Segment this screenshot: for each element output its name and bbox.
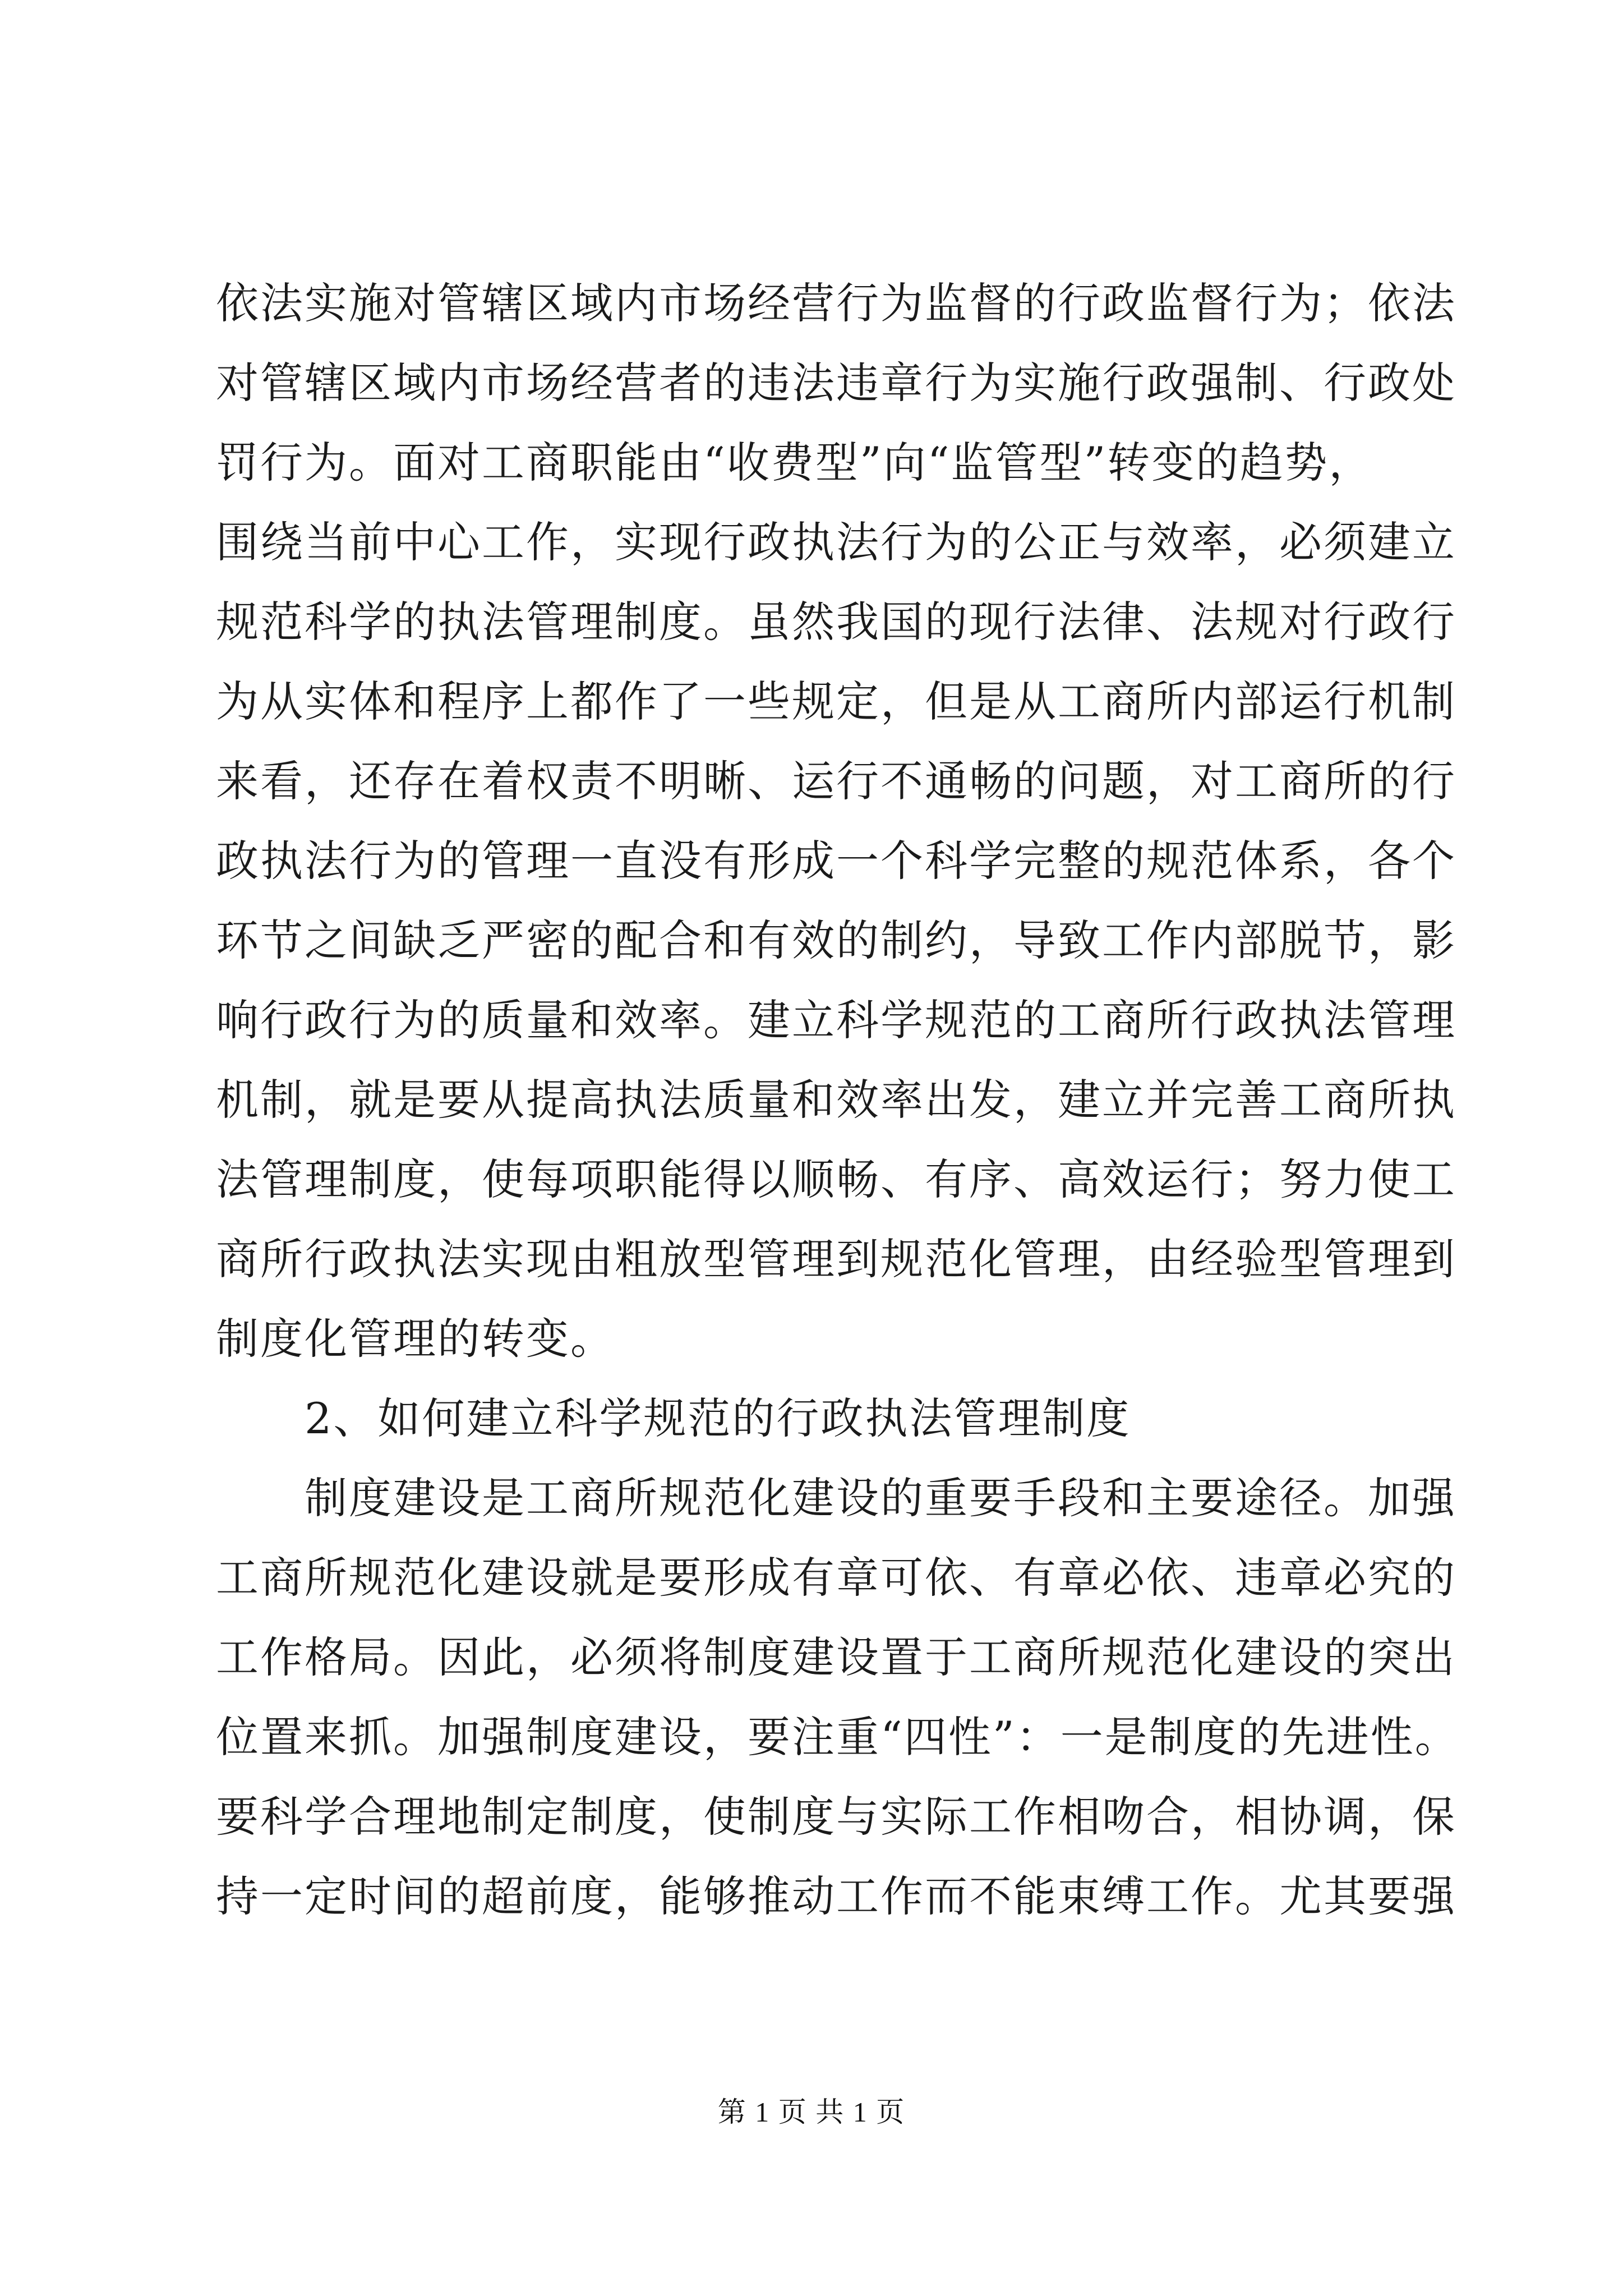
body-text bbox=[216, 264, 1459, 1936]
section-heading: 2、如何建立科学规范的行政执法管理制度 bbox=[305, 1393, 1131, 1443]
text-line: 围绕当前中心工作，实现行政执法行为的公正与效率，必须建立 bbox=[216, 517, 1456, 567]
text-line: 响行政行为的质量和效率。建立科学规范的工商所行政执法管理 bbox=[216, 995, 1456, 1045]
text-line: 罚行为。面对工商职能由“收费型”向“监管型”转变的趋势， bbox=[216, 438, 1373, 487]
text-line: 环节之间缺乏严密的配合和有效的制约，导致工作内部脱节，影 bbox=[216, 915, 1456, 965]
text-line: 持一定时间的超前度，能够推动工作而不能束缚工作。尤其要强 bbox=[216, 1871, 1456, 1921]
text-line: 对管辖区域内市场经营者的违法违章行为实施行政强制、行政处 bbox=[216, 358, 1456, 408]
text-line: 要科学合理地制定制度，使制度与实际工作相吻合，相协调，保 bbox=[216, 1792, 1456, 1842]
text-line: 制度化管理的转变。 bbox=[216, 1314, 615, 1364]
text-line: 商所行政执法实现由粗放型管理到规范化管理，由经验型管理到 bbox=[216, 1234, 1456, 1284]
text-line: 工商所规范化建设就是要形成有章可依、有章必依、违章必究的 bbox=[216, 1553, 1456, 1603]
text-line: 来看，还存在着权责不明晰、运行不通畅的问题，对工商所的行 bbox=[216, 756, 1456, 806]
text-line: 规范科学的执法管理制度。虽然我国的现行法律、法规对行政行 bbox=[216, 597, 1456, 647]
text-line: 工作格局。因此，必须将制度建设置于工商所规范化建设的突出 bbox=[216, 1632, 1456, 1682]
text-line: 法管理制度，使每项职能得以顺畅、有序、高效运行；努力使工 bbox=[216, 1154, 1456, 1204]
text-line: 依法实施对管辖区域内市场经营行为监督的行政监督行为；依法 bbox=[216, 278, 1456, 328]
text-line: 为从实体和程序上都作了一些规定，但是从工商所内部运行机制 bbox=[216, 677, 1456, 726]
page-number-footer: 第 1 页 共 1 页 bbox=[717, 2096, 906, 2128]
text-line: 政执法行为的管理一直没有形成一个科学完整的规范体系，各个 bbox=[216, 836, 1456, 886]
text-line: 位置来抓。加强制度建设，要注重“四性”：一是制度的先进性。 bbox=[216, 1712, 1459, 1762]
text-line: 制度建设是工商所规范化建设的重要手段和主要途径。加强 bbox=[305, 1473, 1456, 1523]
text-line: 机制，就是要从提高执法质量和效率出发，建立并完善工商所执 bbox=[216, 1075, 1456, 1125]
